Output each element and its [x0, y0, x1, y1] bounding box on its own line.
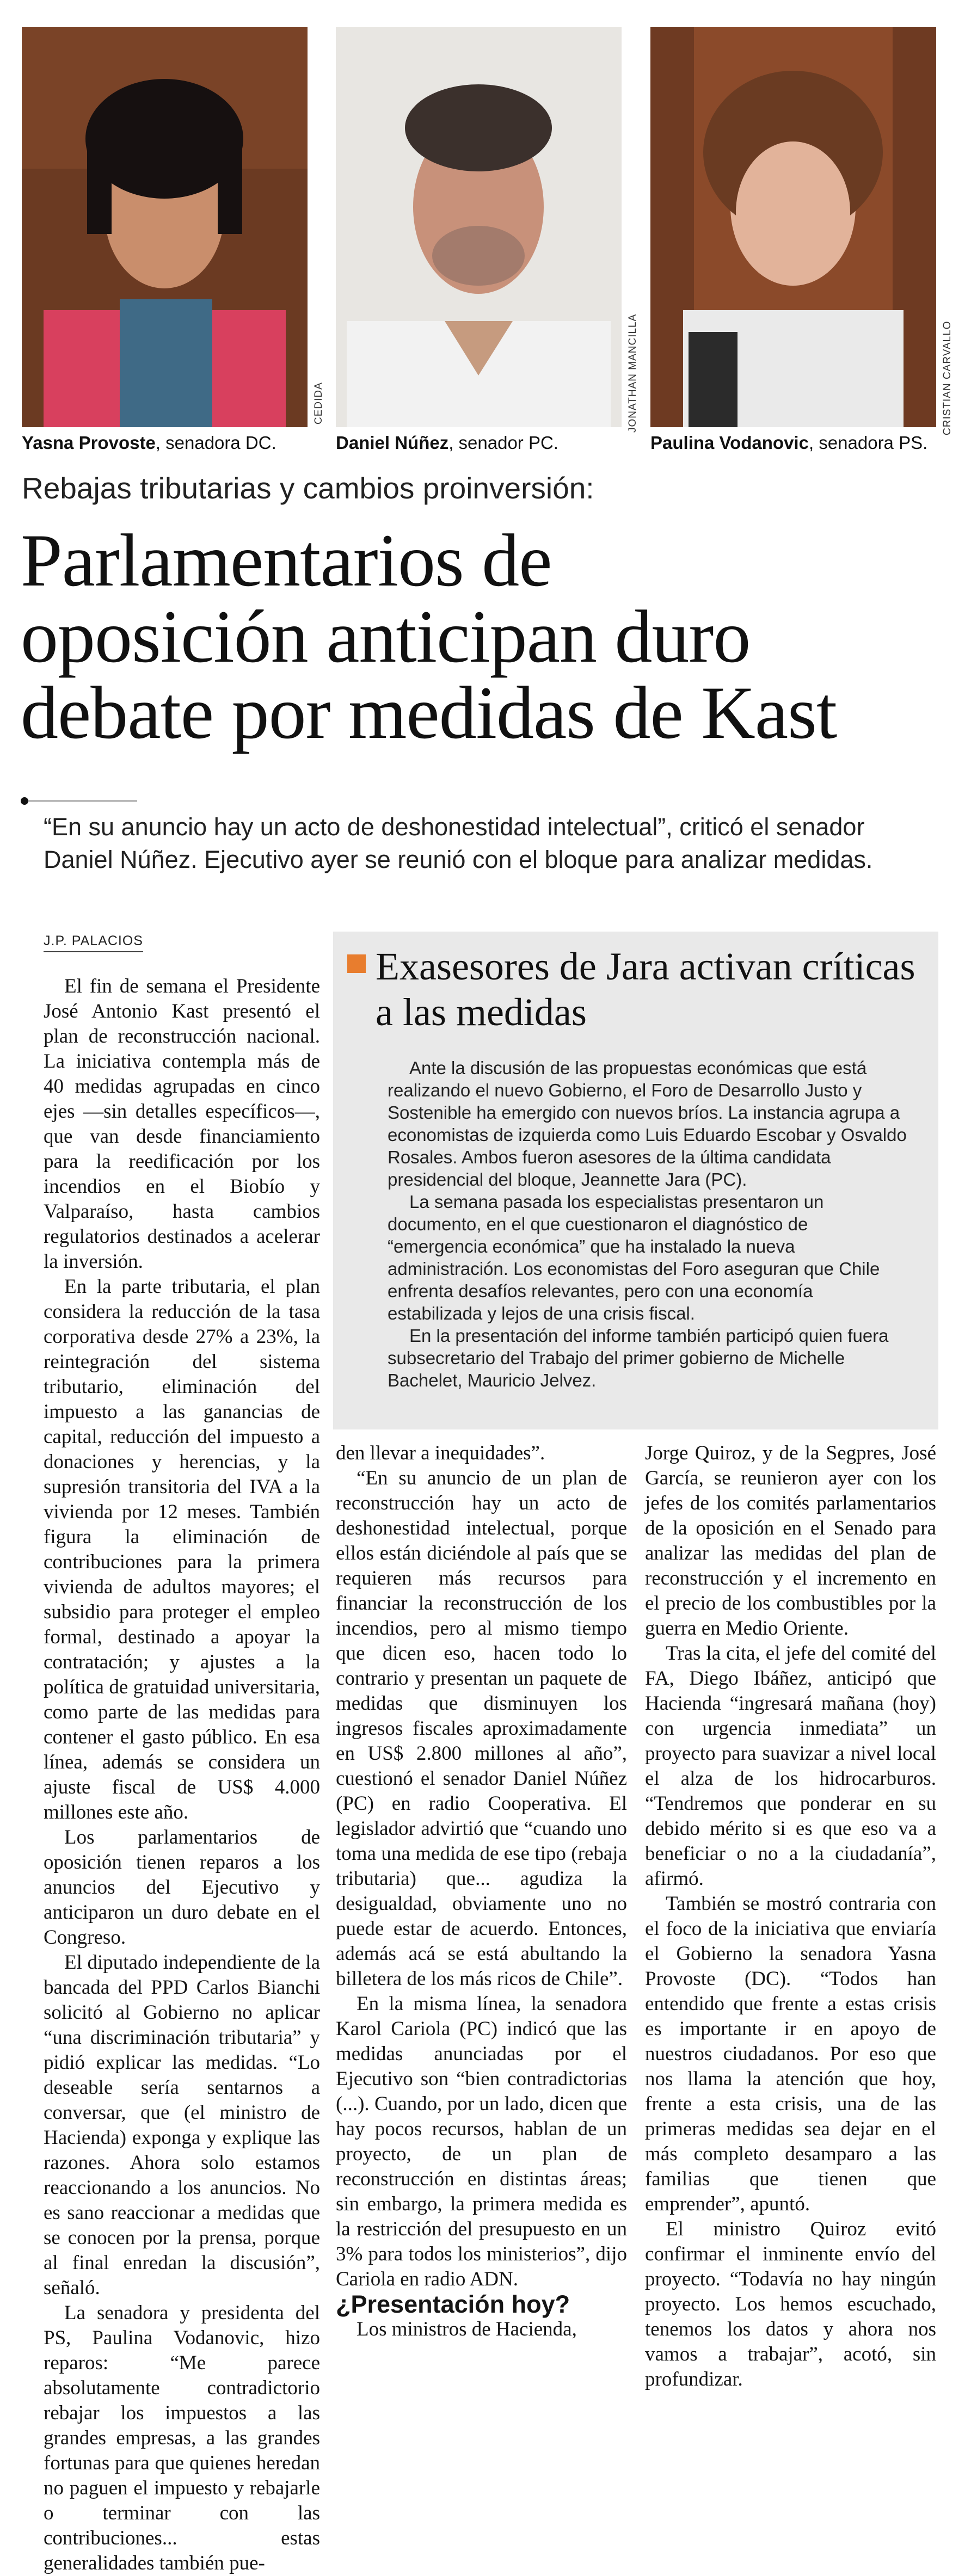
divider-line — [28, 800, 137, 802]
body-paragraph: “En su anuncio de un plan de reconstrucción hay un acto de deshonestidad intelectual, porque ellos están diciéndole al país que se requieren más recursos para financiar la reconstrucción de los incendios, pero al mismo tiempo que dicen eso, hacen todo lo contrario y presentan un paquete de medidas que disminuyen los ingresos fiscales aproximadamente en US$ 2.800 millones al año”, cuestionó el senador Daniel Núñez (PC) en radio Cooperativa. El legislador advirtió que “cuando uno toma una medida de ese tipo (rebaja tributaria) que... agudiza la desigualdad, obviamente uno no puede estar de acuerdo. Entonces, además acá se está abultando la billetera de los más ricos de Chile”. — [336, 1467, 627, 1990]
sidebar-paragraph: En la presentación del informe también participó quien fuera subsecretario del Trabajo del primer gobierno de Michelle Bachelet, Mauricio Jelvez. — [388, 1326, 889, 1390]
kicker: Rebajas tributarias y cambios proinversión: — [22, 471, 594, 505]
body-paragraph: También se mostró contraria con el foco de la iniciativa que enviaría el Gobierno la senadora Yasna Provoste (DC). “Todos han entendido que frente a estas crisis es importante ir en apoyo de nuestros ciudadanos. Por eso que nos llama la atención que hoy, frente a esta crisis, una de las primeras medidas sea dejar en el más completo desamparo a las familias que tienen que emprender”, apuntó. — [645, 1893, 936, 2215]
article-column-1 — [44, 974, 320, 2576]
body-paragraph: Tras la cita, el jefe del comité del FA, Diego Ibáñez, anticipó que Hacienda “ingresará mañana (hoy) con urgencia inmediata” un proyecto para suavizar a nivel local el alza de los hidrocarburos. “Tendremos que ponderar en su debido mérito si es que eso va a beneficiar o no a la ciudadanía”, afirmó. — [645, 1642, 936, 1890]
divider-dot — [21, 797, 28, 805]
body-paragraph: Los parlamentarios de oposición tienen reparos a los anuncios del Ejecutivo y anticiparon un duro debate en el Congreso. — [44, 1826, 320, 1949]
photo-caption: Yasna Provoste, senadora DC. — [22, 433, 276, 453]
accent-square-icon — [347, 954, 366, 973]
section-subhead: ¿Presentación hoy? — [336, 2290, 570, 2318]
headline-line: Parlamentarios de — [21, 519, 552, 602]
sidebar-body — [388, 1057, 910, 1391]
photo-caption: Daniel Núñez, senador PC. — [336, 433, 558, 453]
byline: J.P. PALACIOS — [44, 933, 143, 952]
photo-caption: Paulina Vodanovic, senadora PS. — [650, 433, 928, 453]
photo-paulina-vodanovic — [650, 27, 936, 427]
photo-credit: CRISTIAN CARVALLO — [942, 321, 953, 435]
article-column-3 — [645, 1441, 936, 2392]
headline-line: debate por medidas de Kast — [21, 671, 837, 754]
body-paragraph: Los ministros de Hacienda, — [357, 2318, 577, 2340]
body-paragraph: En la parte tributaria, el plan considera la reducción de la tasa corporativa desde 27% a 23%, la reintegración del sistema tributario, eliminación del impuesto a las ganancias de capital, reducción del impuesto a donaciones y herencias, y la supresión transitoria del IVA a la vivienda por 12 meses. También figura la eliminación de contribuciones para la primera vivienda de adultos mayores; el subsidio para proteger el empleo formal, destinado a apoyar la contratación; y ajustes a la política de gratuidad universitaria, como parte de las medidas para contener el gasto público. En esa línea, además se considera un ajuste fiscal de US$ 4.000 millones este año. — [44, 1275, 320, 1823]
headline-line: oposición anticipan duro — [21, 595, 751, 678]
sidebar-box — [333, 932, 938, 1429]
sidebar-paragraph: Ante la discusión de las propuestas económicas que está realizando el nuevo Gobierno, el Foro de Desarrollo Justo y Sostenible ha emergido con nuevos bríos. La instancia agrupa a economistas de izquierda como Luis Eduardo Escobar y Osvaldo Rosales. Ambos fueron asesores de la última candidata presidencial del bloque, Jeannette Jara (PC). — [388, 1058, 907, 1190]
body-paragraph: En la misma línea, la senadora Karol Cariola (PC) indicó que las medidas anunciadas por el Ejecutivo son “bien contradictorias (...). Cuando, por un lado, dicen que hay pocos recursos, hablan de un proyecto, de un plan de reconstrucción en distintas áreas; sin embargo, la primera medida es la restricción del presupuesto en un 3% para todos los ministerios”, dijo Cariola en radio ADN. — [336, 1993, 627, 2290]
headline — [21, 519, 951, 754]
body-paragraph: Jorge Quiroz, y de la Segpres, José García, se reunieron ayer con los jefes de los comités parlamentarios de la oposición en el Senado para analizar las medidas del plan de reconstrucción y el incremento en el precio de los combustibles por la guerra en Medio Oriente. — [645, 1442, 936, 1640]
body-paragraph: den llevar a inequidades”. — [336, 1442, 545, 1464]
photo-daniel-nunez — [336, 27, 622, 427]
sidebar-paragraph: La semana pasada los especialistas presentaron un documento, en el que cuestionaron el diagnóstico de “emergencia económica” que ha instalado la nueva administración. Los economistas del Foro aseguran que Chile enfrenta desafíos relevantes, pero con una economía estabilizada y lejos de una crisis fiscal. — [388, 1192, 880, 1323]
article-column-2 — [336, 1441, 627, 2342]
photo-yasna-provoste — [22, 27, 308, 427]
lead-paragraph: “En su anuncio hay un acto de deshonestidad intelectual”, criticó el senador Daniel Núñez. Ejecutivo ayer se reunió con el bloque para analizar medidas. — [44, 813, 873, 873]
body-paragraph: El diputado independiente de la bancada del PPD Carlos Bianchi solicitó al Gobierno no aplicar “una discriminación tributaria” y pidió explicar las medidas. “Lo deseable sería sentarnos a conversar, que (el ministro de Hacienda) exponga y explique las razones. Ahora solo estamos reaccionando a los anuncios. No es sano reaccionar a medidas que se conocen por la prensa, porque al final enredan la discusión”, señaló. — [44, 1951, 320, 2299]
body-paragraph: El ministro Quiroz evitó confirmar el inminente envío del proyecto. “Todavía no hay ningún proyecto. Los hemos escuchado, tenemos los datos y ahora nos vamos a trabajar”, acotó, sin profundizar. — [645, 2218, 936, 2390]
photo-credit: CEDIDA — [313, 382, 324, 424]
body-paragraph: El fin de semana el Presidente José Antonio Kast presentó el plan de reconstrucción nacional. La iniciativa contempla más de 40 medidas agrupadas en cinco ejes —sin detalles específicos—, que van desde financiamiento para la reedificación por los incendios en el Biobío y Valparaíso, hasta cambios regulatorios destinados a acelerar la inversión. — [44, 975, 320, 1273]
sidebar-title: Exasesores de Jara activan críticas a las medidas — [376, 945, 915, 1034]
photo-credit: JONATHAN MANCILLA — [627, 313, 638, 433]
body-paragraph: La senadora y presidenta del PS, Paulina Vodanovic, hizo reparos: “Me parece absolutamente contradictorio rebajar los impuestos a las grandes empresas, a las grandes fortunas para que quienes heredan no paguen el impuesto y rebajarle o terminar con las contribuciones... estas generalidades también pue- — [44, 2302, 320, 2574]
